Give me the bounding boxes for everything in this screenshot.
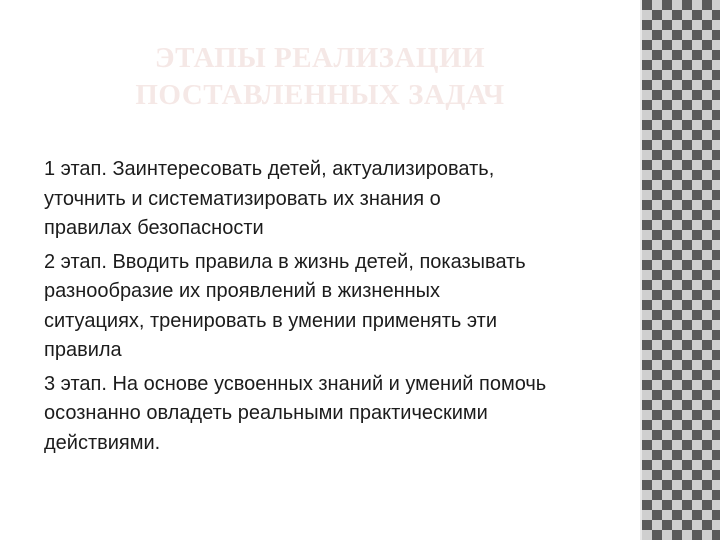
stage-2-line-2: разнообразие их проявлений в жизненных [44, 280, 441, 302]
stage-3-line-2: осознанно овладеть реальными практическими [44, 402, 488, 424]
stage-item-2 [44, 248, 634, 366]
title-line-2: ПОСТАВЛЕННЫХ ЗАДАЧ [135, 79, 505, 111]
stage-3-line-3: действиями. [44, 431, 161, 454]
stage-3-line-1: 3 этап. На основе усвоенных знаний и умений помочь [44, 372, 547, 395]
stage-item-3 [44, 370, 634, 459]
stages-list [44, 155, 634, 462]
title-line-1: ЭТАПЫ РЕАЛИЗАЦИИ [154, 42, 486, 74]
stage-1-line-1: 1 этап. Заинтересовать детей, актуализировать, [44, 158, 495, 180]
stage-2-line-4: правила [44, 339, 122, 361]
slide-title [0, 40, 640, 114]
decorative-diamond-pattern [642, 0, 720, 540]
stage-2-line-1: 2 этап. Вводить правила в жизнь детей, показывать [44, 250, 526, 273]
stage-1-line-3: правилах безопасности [44, 217, 264, 239]
stage-item-1 [44, 155, 634, 244]
stage-1-line-2: уточнить и систематизировать их знания о [44, 187, 441, 210]
stage-2-line-3: ситуациях, тренировать в умении применять эти [44, 309, 497, 332]
